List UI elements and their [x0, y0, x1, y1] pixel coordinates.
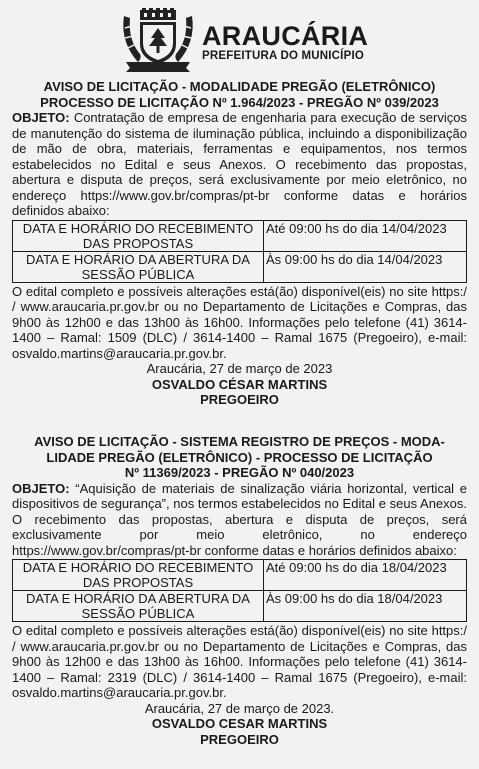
- place-date: Araucária, 27 de março de 2023: [146, 361, 333, 376]
- signer-role: PREGOEIRO: [200, 392, 279, 407]
- object-text: Contratação de empresa de engenharia para execução de serviços de manutenção do sistema de iluminação pública, incluindo a disponibilização de mão de obra, materiais, ferramentas e equipamentos, nos termos estabelecidos no Edital e seus Anexos. O recebimento das propostas, abertura e disputa de preços, será exclusivamente por meio eletrônico, no endereço https://www.gov.br/compras/pt-br conforme datas e horários definidos abaixo:: [12, 110, 467, 218]
- table-row: [13, 560, 467, 591]
- object-paragraph: [12, 110, 467, 219]
- bidding-notice-2: [12, 434, 467, 747]
- schedule-label: DATA E HORÁRIO DO RECEBIMENTO DAS PROPOSTAS: [13, 560, 264, 591]
- object-text: “Aquisição de materiais de sinalização viária horizontal, vertical e dispositivos de segurança”, nos termos estabelecidos no Edital e seus Anexos. O recebimento das propostas, abertura e disputa de preços, será exclusivamente por meio eletrônico, no endereço https://www.gov.br/compras/pt-br conforme datas e horários definidos abaixo:: [12, 480, 467, 558]
- schedule-label: DATA E HORÁRIO DO RECEBIMENTO DAS PROPOSTAS: [13, 220, 264, 251]
- closing-paragraph: O edital completo e possíveis alterações está(ão) disponível(eis) no site https:/ / www.araucaria.pr.gov.br ou no Departamento de Licitações e Compras, das 9h00 às 12h00 e das 13h00 às 16h00. Informações pelo telefone (41) 3614-1400 – Ramal: 2319 (DLC) / 3614-1400 – Ramal 1675 (Pregoeiro), e-mail: osvaldo.martins@araucaria.pr.gov.br.: [12, 623, 467, 700]
- object-paragraph: [12, 481, 467, 559]
- municipality-subtitle: PREFEITURA DO MUNICÍPIO: [202, 50, 364, 62]
- signer-name: OSVALDO CESAR MARTINS: [151, 716, 328, 731]
- schedule-value: Às 09:00 hs do dia 14/04/2023: [264, 251, 467, 282]
- notice-title-line: AVISO DE LICITAÇÃO - SISTEMA REGISTRO DE PREÇOS - MODA-: [34, 434, 445, 449]
- schedule-label: DATA E HORÁRIO DA ABERTURA DA SESSÃO PÚBLICA: [13, 251, 264, 282]
- schedule-table: [12, 220, 467, 283]
- object-label: OBJETO:: [12, 110, 70, 125]
- notice-title-line: AVISO DE LICITAÇÃO - MODALIDADE PREGÃO (ELETRÔNICO): [43, 79, 436, 94]
- schedule-value: Até 09:00 hs do dia 14/04/2023: [264, 220, 467, 251]
- signer-name: OSVALDO CÉSAR MARTINS: [151, 376, 328, 392]
- schedule-value: Até 09:00 hs do dia 18/04/2023: [264, 560, 467, 591]
- notice-title-line: LIDADE PREGÃO (ELETRÔNICO) - PROCESSO DE LICITAÇÃO: [46, 449, 433, 465]
- table-row: [13, 251, 467, 282]
- object-label: OBJETO:: [12, 480, 70, 496]
- notice-title-line: Nº 11369/2023 - PREGÃO Nº 040/2023: [124, 465, 355, 480]
- municipal-coat-of-arms-icon: [118, 8, 198, 72]
- municipality-name: ARAUCÁRIA: [202, 21, 369, 51]
- place-date: Araucária, 27 de março de 2023.: [144, 700, 335, 716]
- brand-block: [202, 22, 368, 62]
- schedule-label: DATA E HORÁRIO DA ABERTURA DA SESSÃO PÚBLICA: [13, 591, 264, 622]
- letterhead: [118, 8, 378, 72]
- closing-paragraph: O edital completo e possíveis alterações está(ão) disponível(eis) no site https:/ / www.araucaria.pr.gov.br ou no Departamento de Licitações e Compras, das 9h00 às 12h00 e das 13h00 às 16h00. Informações pelo telefone (41) 3614-1400 – Ramal: 1509 (DLC) / 3614-1400 – Ramal 1675 (Pregoeiro), e-mail: osvaldo.martins@araucaria.pr.gov.br.: [12, 283, 467, 361]
- table-row: [13, 591, 467, 622]
- signer-role: PREGOEIRO: [200, 731, 279, 747]
- table-row: [13, 220, 467, 251]
- schedule-value: Às 09:00 hs do dia 18/04/2023: [264, 591, 467, 622]
- notice-title-line: PROCESSO DE LICITAÇÃO Nº 1.964/2023 - PREGÃO Nº 039/2023: [40, 94, 439, 110]
- schedule-table: [12, 559, 467, 622]
- bidding-notice-1: [12, 79, 467, 408]
